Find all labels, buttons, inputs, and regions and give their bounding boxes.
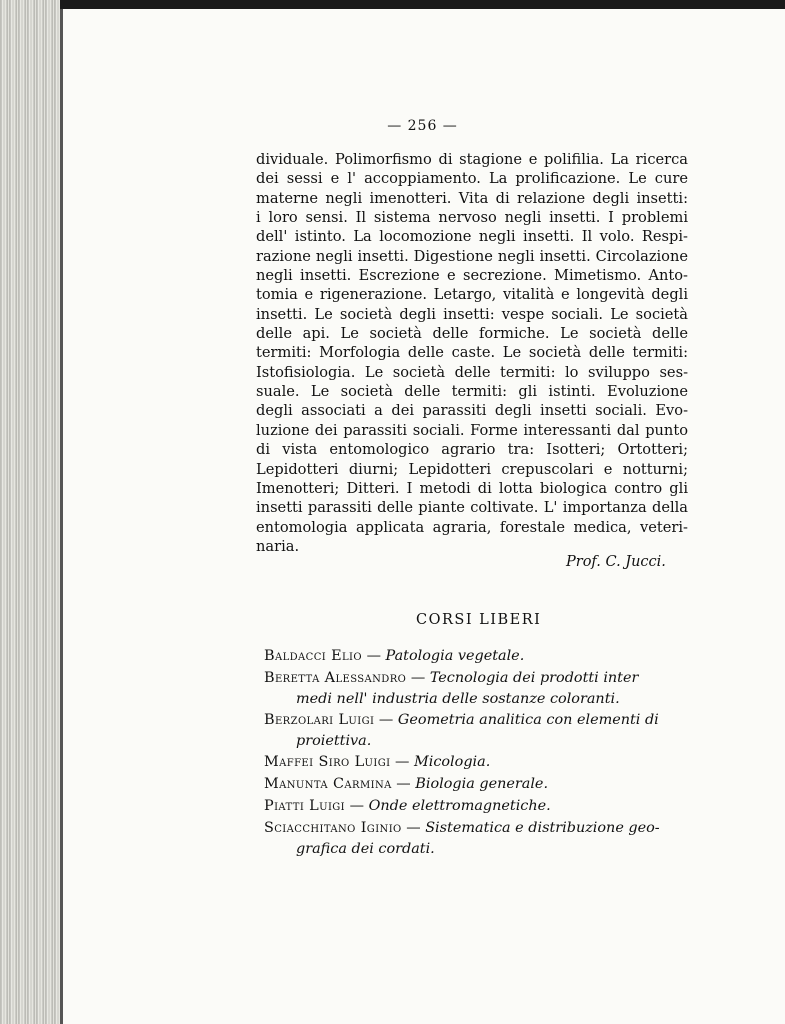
body-line: Lepidotteri diurni; Lepidotteri crepuscolari e notturni; (256, 460, 688, 478)
body-line: dell' istinto. La locomozione negli insetti. Il volo. Respi- (256, 228, 688, 246)
course-subject: Biologia generale. (415, 776, 549, 792)
course-subject: Micologia. (414, 754, 491, 770)
course-teacher: Berzolari Luigi (264, 712, 375, 728)
body-line: Istofisiologia. Le società delle termiti: lo sviluppo ses- (256, 363, 688, 381)
page-number: — 256 — (387, 118, 458, 134)
course-entry: Sciacchitano Iginio — Sistematica e distribuzione geo- grafica dei cordati. (264, 818, 694, 860)
page-gutter-line (60, 0, 63, 1024)
body-line: termiti: Morfologia delle caste. Le società delle termiti: (256, 344, 688, 362)
author-signature: Prof. C. Jucci. (566, 554, 666, 570)
course-entry: Berzolari Luigi — Geometria analitica con elementi di proiettiva. (264, 710, 694, 752)
body-paragraph (256, 150, 688, 556)
body-line: razione negli insetti. Digestione negli insetti. Circolazione (256, 247, 688, 265)
course-teacher: Baldacci Elio (264, 648, 362, 664)
body-line: insetti. Le società degli insetti: vespe sociali. Le società (256, 305, 688, 323)
course-subject: Onde elettromagnetiche. (368, 798, 551, 814)
body-line: insetti parassiti delle piante coltivate. L' importanza della (256, 499, 688, 517)
body-line: dei sessi e l' accoppiamento. La prolificazione. Le cure (256, 170, 688, 188)
body-line: di vista entomologico agrario tra: Isotteri; Ortotteri; (256, 441, 688, 459)
book-binding-edge (0, 0, 62, 1024)
scan-top-border (60, 0, 785, 9)
body-line: i loro sensi. Il sistema nervoso negli insetti. I problemi (256, 209, 688, 227)
body-line: Imenotteri; Ditteri. I metodi di lotta biologica contro gli (256, 479, 688, 497)
body-line: delle api. Le società delle formiche. Le società delle (256, 325, 688, 343)
course-subject-continuation: grafica dei cordati. (296, 841, 435, 857)
body-line: entomologia applicata agraria, forestale medica, veteri- (256, 518, 688, 536)
course-subject: Sistematica e distribuzione geo- (425, 820, 660, 836)
body-line: materne negli imenotteri. Vita di relazione degli insetti: (256, 189, 688, 207)
course-entry: Beretta Alessandro — Tecnologia dei prodotti inter medi nell' industria delle sostanze coloranti. (264, 668, 694, 710)
course-teacher: Sciacchitano Iginio (264, 820, 402, 836)
course-teacher: Manunta Carmina (264, 776, 392, 792)
body-line: dividuale. Polimorfismo di stagione e polifilia. La ricerca (256, 151, 688, 168)
body-line: negli insetti. Escrezione e secrezione. Mimetismo. Anto- (256, 267, 688, 285)
body-line: degli associati a dei parassiti degli insetti sociali. Evo- (256, 402, 688, 420)
course-entry: Maffei Siro Luigi — Micologia. (264, 754, 491, 770)
course-subject: Tecnologia dei prodotti inter (429, 670, 639, 686)
course-entry: Manunta Carmina — Biologia generale. (264, 776, 549, 792)
body-line: tomia e rigenerazione. Letargo, vitalità e longevità degli (256, 286, 688, 304)
course-subject-continuation: medi nell' industria delle sostanze coloranti. (296, 691, 620, 707)
course-subject: Patologia vegetale. (385, 648, 525, 664)
body-line: luzione dei parassiti sociali. Forme interessanti dal punto (256, 421, 688, 439)
course-entry: Piatti Luigi — Onde elettromagnetiche. (264, 798, 551, 814)
course-entry: Baldacci Elio — Patologia vegetale. (264, 648, 525, 664)
course-subject-continuation: proiettiva. (296, 733, 372, 749)
section-title: CORSI LIBERI (416, 612, 542, 628)
course-subject: Geometria analitica con elementi di (397, 712, 659, 728)
body-line: suale. Le società delle termiti: gli istinti. Evoluzione (256, 383, 688, 401)
course-teacher: Beretta Alessandro (264, 670, 407, 686)
body-line: naria. (256, 537, 300, 555)
course-teacher: Maffei Siro Luigi (264, 754, 391, 770)
course-teacher: Piatti Luigi (264, 798, 346, 814)
